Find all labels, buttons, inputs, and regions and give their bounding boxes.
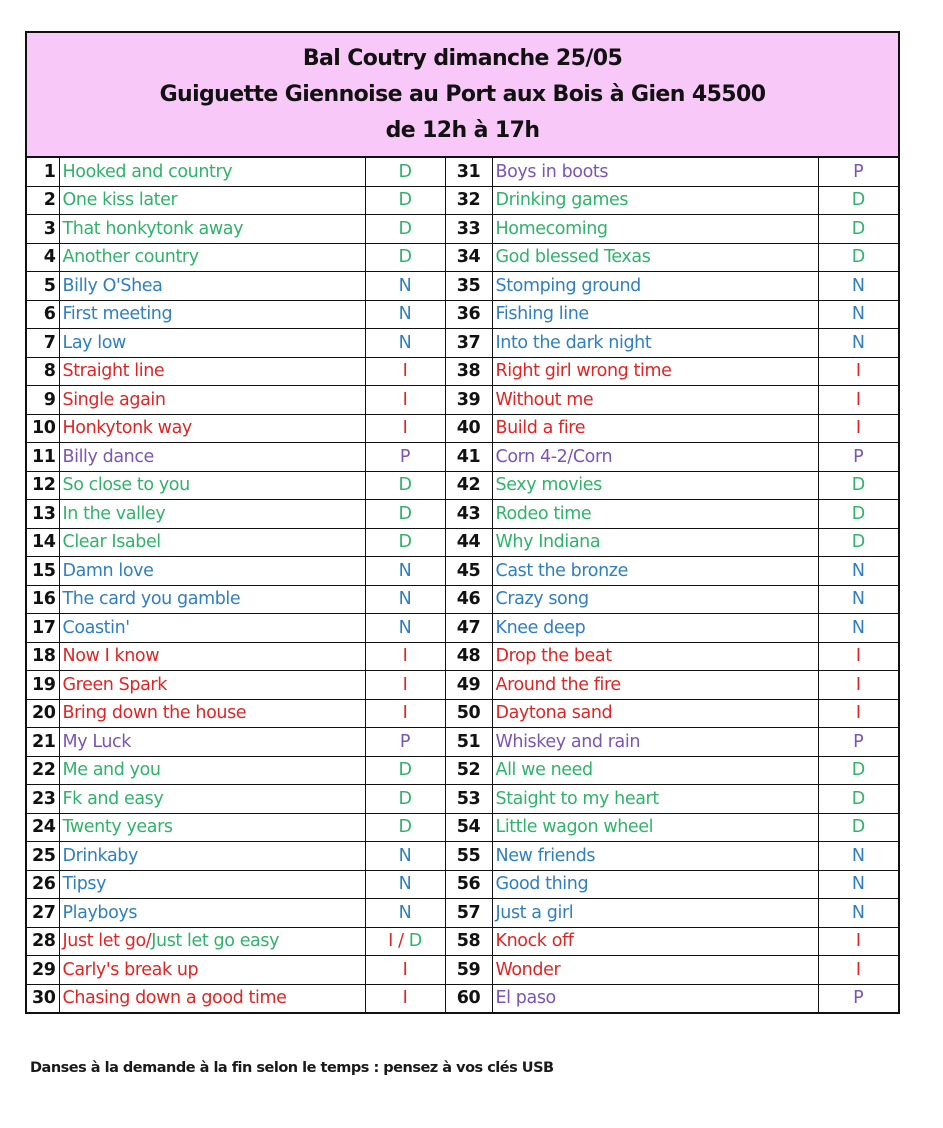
dance-number: 45 [445,557,492,586]
dance-number: 58 [445,927,492,956]
dance-number: 57 [445,899,492,928]
table-row [27,500,898,529]
dance-title: Billy O'Shea [59,272,365,301]
dance-title: Wonder [492,956,818,985]
table-row [27,243,898,272]
dance-level: N [365,842,445,871]
dance-number: 38 [445,357,492,386]
dance-title: So close to you [59,471,365,500]
dance-number: 3 [27,215,59,244]
dance-level: N [365,870,445,899]
dance-level: D [365,186,445,215]
table-row [27,386,898,415]
dance-level: I [818,927,898,956]
dance-level: I [365,386,445,415]
dance-number: 36 [445,300,492,329]
dance-level: P [818,443,898,472]
dance-number: 1 [27,158,59,186]
table-row [27,186,898,215]
dance-title: Good thing [492,870,818,899]
dance-number: 37 [445,329,492,358]
dance-number: 20 [27,699,59,728]
table-row [27,585,898,614]
dance-title: Just a girl [492,899,818,928]
dance-level: D [365,813,445,842]
dance-title: Staight to my heart [492,785,818,814]
dance-title: Honkytonk way [59,414,365,443]
dance-title: Without me [492,386,818,415]
event-title: Bal Coutry dimanche 25/05 [302,46,623,71]
dance-title: Bring down the house [59,699,365,728]
dance-number: 18 [27,642,59,671]
event-venue: Guiguette Giennoise au Port aux Bois à Gien 45500 [159,82,766,107]
table-row [27,272,898,301]
dance-title: Cast the bronze [492,557,818,586]
table-row [27,300,898,329]
dance-level: N [818,899,898,928]
dance-title: Damn love [59,557,365,586]
dance-level: N [365,557,445,586]
dance-level: D [365,158,445,186]
dance-title [59,927,365,956]
dance-number: 46 [445,585,492,614]
dance-level: N [818,614,898,643]
dance-number: 17 [27,614,59,643]
dance-level: D [365,471,445,500]
dance-title: Chasing down a good time [59,984,365,1012]
dance-number: 34 [445,243,492,272]
dance-number: 7 [27,329,59,358]
dance-title: Knee deep [492,614,818,643]
dance-title: Corn 4-2/Corn [492,443,818,472]
dance-number: 29 [27,956,59,985]
dance-title: One kiss later [59,186,365,215]
dance-number: 33 [445,215,492,244]
footer-note: Danses à la demande à la fin selon le temps : pensez à vos clés USB [30,1060,554,1076]
dance-level: N [365,329,445,358]
dance-level: D [365,243,445,272]
dance-title: Crazy song [492,585,818,614]
table-row [27,956,898,985]
dance-number: 59 [445,956,492,985]
dance-title: Another country [59,243,365,272]
dance-level: D [818,785,898,814]
dance-level: D [818,215,898,244]
dance-number: 21 [27,728,59,757]
dance-title: Right girl wrong time [492,357,818,386]
dance-number: 35 [445,272,492,301]
dance-number: 51 [445,728,492,757]
dance-number: 22 [27,756,59,785]
event-header [27,33,898,158]
dance-title: First meeting [59,300,365,329]
dance-number: 26 [27,870,59,899]
dance-number: 10 [27,414,59,443]
table-row [27,671,898,700]
dance-level: N [365,899,445,928]
dance-level: P [818,984,898,1012]
dance-title: Coastin' [59,614,365,643]
dance-level: D [818,243,898,272]
dance-number: 52 [445,756,492,785]
dance-level: N [365,272,445,301]
dance-title: Daytona sand [492,699,818,728]
dance-level: P [365,728,445,757]
dance-level: I [365,699,445,728]
dance-number: 11 [27,443,59,472]
dance-level: D [365,756,445,785]
table-row [27,984,898,1012]
dance-level: D [365,215,445,244]
dance-level: I [818,671,898,700]
table-row [27,614,898,643]
dance-number: 53 [445,785,492,814]
table-row [27,215,898,244]
dance-number: 28 [27,927,59,956]
dance-level: N [365,585,445,614]
dance-level: I [365,984,445,1012]
dance-number: 27 [27,899,59,928]
dance-level: I [818,357,898,386]
dance-title-part: Just let go/ [62,931,152,952]
dance-title: Single again [59,386,365,415]
dance-title: Into the dark night [492,329,818,358]
dance-number: 56 [445,870,492,899]
dance-number: 23 [27,785,59,814]
dance-level-part: / [392,931,409,952]
dance-title: Whiskey and rain [492,728,818,757]
dance-level: D [818,500,898,529]
dance-number: 55 [445,842,492,871]
dance-title: Little wagon wheel [492,813,818,842]
dance-level: I [818,956,898,985]
table-row [27,357,898,386]
dance-level: D [818,756,898,785]
table-row [27,842,898,871]
dance-title: Fishing line [492,300,818,329]
dance-level: I [818,699,898,728]
dance-number: 14 [27,528,59,557]
event-hours: de 12h à 17h [385,118,540,143]
dance-title: Hooked and country [59,158,365,186]
dance-number: 19 [27,671,59,700]
dance-level: I [818,386,898,415]
dance-number: 42 [445,471,492,500]
table-row [27,899,898,928]
dance-title: In the valley [59,500,365,529]
dance-title: Sexy movies [492,471,818,500]
dance-title: Rodeo time [492,500,818,529]
table-row [27,870,898,899]
dance-title: Me and you [59,756,365,785]
dance-title: El paso [492,984,818,1012]
dance-level: N [818,842,898,871]
table-row [27,557,898,586]
dance-title: Green Spark [59,671,365,700]
dance-title: My Luck [59,728,365,757]
dance-title: Lay low [59,329,365,358]
table-row [27,528,898,557]
dance-number: 25 [27,842,59,871]
dance-level: D [818,471,898,500]
dance-title: Straight line [59,357,365,386]
dance-title: Tipsy [59,870,365,899]
dance-number: 30 [27,984,59,1012]
table-row [27,699,898,728]
dance-title: The card you gamble [59,585,365,614]
table-row [27,813,898,842]
dance-number: 8 [27,357,59,386]
dance-number: 54 [445,813,492,842]
dance-number: 32 [445,186,492,215]
table-row [27,756,898,785]
dance-number: 13 [27,500,59,529]
dance-title: Build a fire [492,414,818,443]
table-row [27,443,898,472]
dance-level: N [365,300,445,329]
dance-level: P [818,728,898,757]
dance-level: D [365,500,445,529]
dance-title: Homecoming [492,215,818,244]
dance-number: 2 [27,186,59,215]
dance-level-part: D [408,931,422,952]
dance-title: Around the fire [492,671,818,700]
dance-number: 41 [445,443,492,472]
dance-level [365,927,445,956]
dance-level: I [365,357,445,386]
dance-level: D [365,785,445,814]
dance-level: I [818,642,898,671]
dance-title-part: Just let go easy [151,931,280,952]
dance-title: Fk and easy [59,785,365,814]
dance-level: I [365,956,445,985]
dance-title: That honkytonk away [59,215,365,244]
dance-level: N [818,585,898,614]
dance-number: 9 [27,386,59,415]
dance-level: I [818,414,898,443]
dance-title: Carly's break up [59,956,365,985]
dance-title: Knock off [492,927,818,956]
dance-number: 6 [27,300,59,329]
dance-level: D [365,528,445,557]
dance-level: I [365,642,445,671]
dance-level: D [818,528,898,557]
dance-level: N [818,272,898,301]
table-row [27,927,898,956]
dance-number: 49 [445,671,492,700]
dance-title: Why Indiana [492,528,818,557]
dance-title: Boys in boots [492,158,818,186]
table-row [27,158,898,186]
playlist-sheet [25,31,900,1014]
dance-number: 50 [445,699,492,728]
dance-number: 47 [445,614,492,643]
dance-number: 40 [445,414,492,443]
dance-number: 43 [445,500,492,529]
dance-title: Stomping ground [492,272,818,301]
dance-title: New friends [492,842,818,871]
dance-level: N [818,329,898,358]
dance-level: N [818,870,898,899]
table-row [27,642,898,671]
table-row [27,785,898,814]
dance-title: Twenty years [59,813,365,842]
dance-title: Drinkaby [59,842,365,871]
dance-number: 5 [27,272,59,301]
dance-number: 48 [445,642,492,671]
dance-number: 44 [445,528,492,557]
dance-number: 31 [445,158,492,186]
table-row [27,414,898,443]
dance-title: Now I know [59,642,365,671]
dance-level: P [365,443,445,472]
dance-title: Drinking games [492,186,818,215]
dance-level-part: I [388,931,393,952]
dance-level: D [818,186,898,215]
dance-level: N [818,557,898,586]
dance-number: 15 [27,557,59,586]
dance-table [27,158,898,1012]
dance-level: P [818,158,898,186]
dance-number: 39 [445,386,492,415]
dance-title: Billy dance [59,443,365,472]
table-row [27,329,898,358]
table-row [27,728,898,757]
dance-number: 4 [27,243,59,272]
dance-level: I [365,671,445,700]
dance-number: 60 [445,984,492,1012]
dance-number: 24 [27,813,59,842]
dance-number: 12 [27,471,59,500]
dance-title: Drop the beat [492,642,818,671]
table-row [27,471,898,500]
dance-title: God blessed Texas [492,243,818,272]
dance-level: I [365,414,445,443]
dance-title: All we need [492,756,818,785]
dance-title: Clear Isabel [59,528,365,557]
dance-level: N [818,300,898,329]
dance-number: 16 [27,585,59,614]
dance-level: N [365,614,445,643]
dance-title: Playboys [59,899,365,928]
dance-level: D [818,813,898,842]
